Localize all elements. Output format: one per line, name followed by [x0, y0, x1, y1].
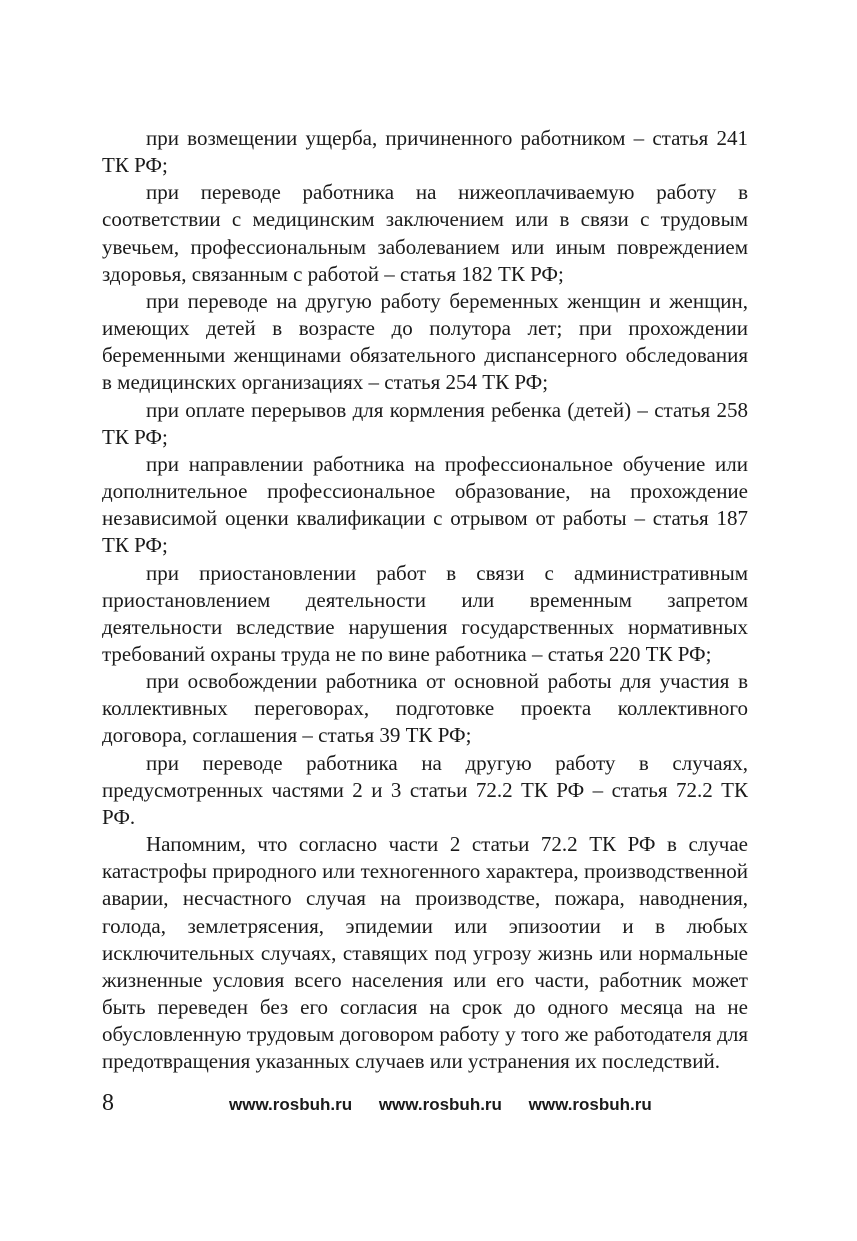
- page-number: 8: [102, 1090, 114, 1116]
- paragraph: при приостановлении работ в связи с административным приостановлением деятельности или временным запретом деятельности вследствие нарушения государственных нормативных требований охраны труда не по вине работника – статья 220 ТК РФ;: [102, 560, 748, 666]
- footer-url[interactable]: www.rosbuh.ru: [229, 1095, 353, 1114]
- body-text: [102, 125, 748, 1075]
- paragraph: при оплате перерывов для кормления ребенка (детей) – статья 258 ТК РФ;: [102, 397, 748, 449]
- paragraph: при переводе на другую работу беременных женщин и женщин, имеющих детей в возрасте до полутора лет; при прохождении беременными женщинами обязательного диспансерного обследования в медицинских организациях – статья 254 ТК РФ;: [102, 288, 748, 395]
- footer-url[interactable]: www.rosbuh.ru: [528, 1095, 652, 1114]
- footer-urls: [229, 1095, 674, 1115]
- paragraph: при возмещении ущерба, причиненного работником – статья 241 ТК РФ;: [102, 126, 748, 178]
- paragraph: при переводе работника на нижеоплачиваемую работу в соответствии с медицинским заключением или в связи с трудовым увечьем, профессиональным заболеванием или иным повреждением здоровья, связанным с работой – статья 182 ТК РФ;: [102, 180, 748, 286]
- paragraph: при переводе работника на другую работу в случаях, предусмотренных частями 2 и 3 статьи 72.2 ТК РФ – статья 72.2 ТК РФ.: [102, 750, 748, 829]
- paragraph: Напомним, что согласно части 2 статьи 72.2 ТК РФ в случае катастрофы природного или техногенного характера, производственной аварии, несчастного случая на производстве, пожара, наводнения, голода, землетрясения, эпидемии или эпизоотии и в любых исключительных случаях, ставящих под угрозу жизнь или нормальные жизненные условия всего населения или его части, работник может быть переведен без его согласия на срок до одного месяца на не обусловленную трудовым договором работу у того же работодателя для предотвращения указанных случаев или устранения их последствий.: [102, 832, 748, 1074]
- paragraph: при направлении работника на профессиональное обучение или дополнительное профессиональное образование, на прохождение независимой оценки квалификации с отрывом от работы – статья 187 ТК РФ;: [102, 451, 748, 558]
- paragraph: при освобождении работника от основной работы для участия в коллективных переговорах, подготовке проекта коллективного договора, соглашения – статья 39 ТК РФ;: [102, 669, 748, 748]
- page-footer: [102, 1090, 748, 1120]
- footer-url[interactable]: www.rosbuh.ru: [378, 1095, 502, 1114]
